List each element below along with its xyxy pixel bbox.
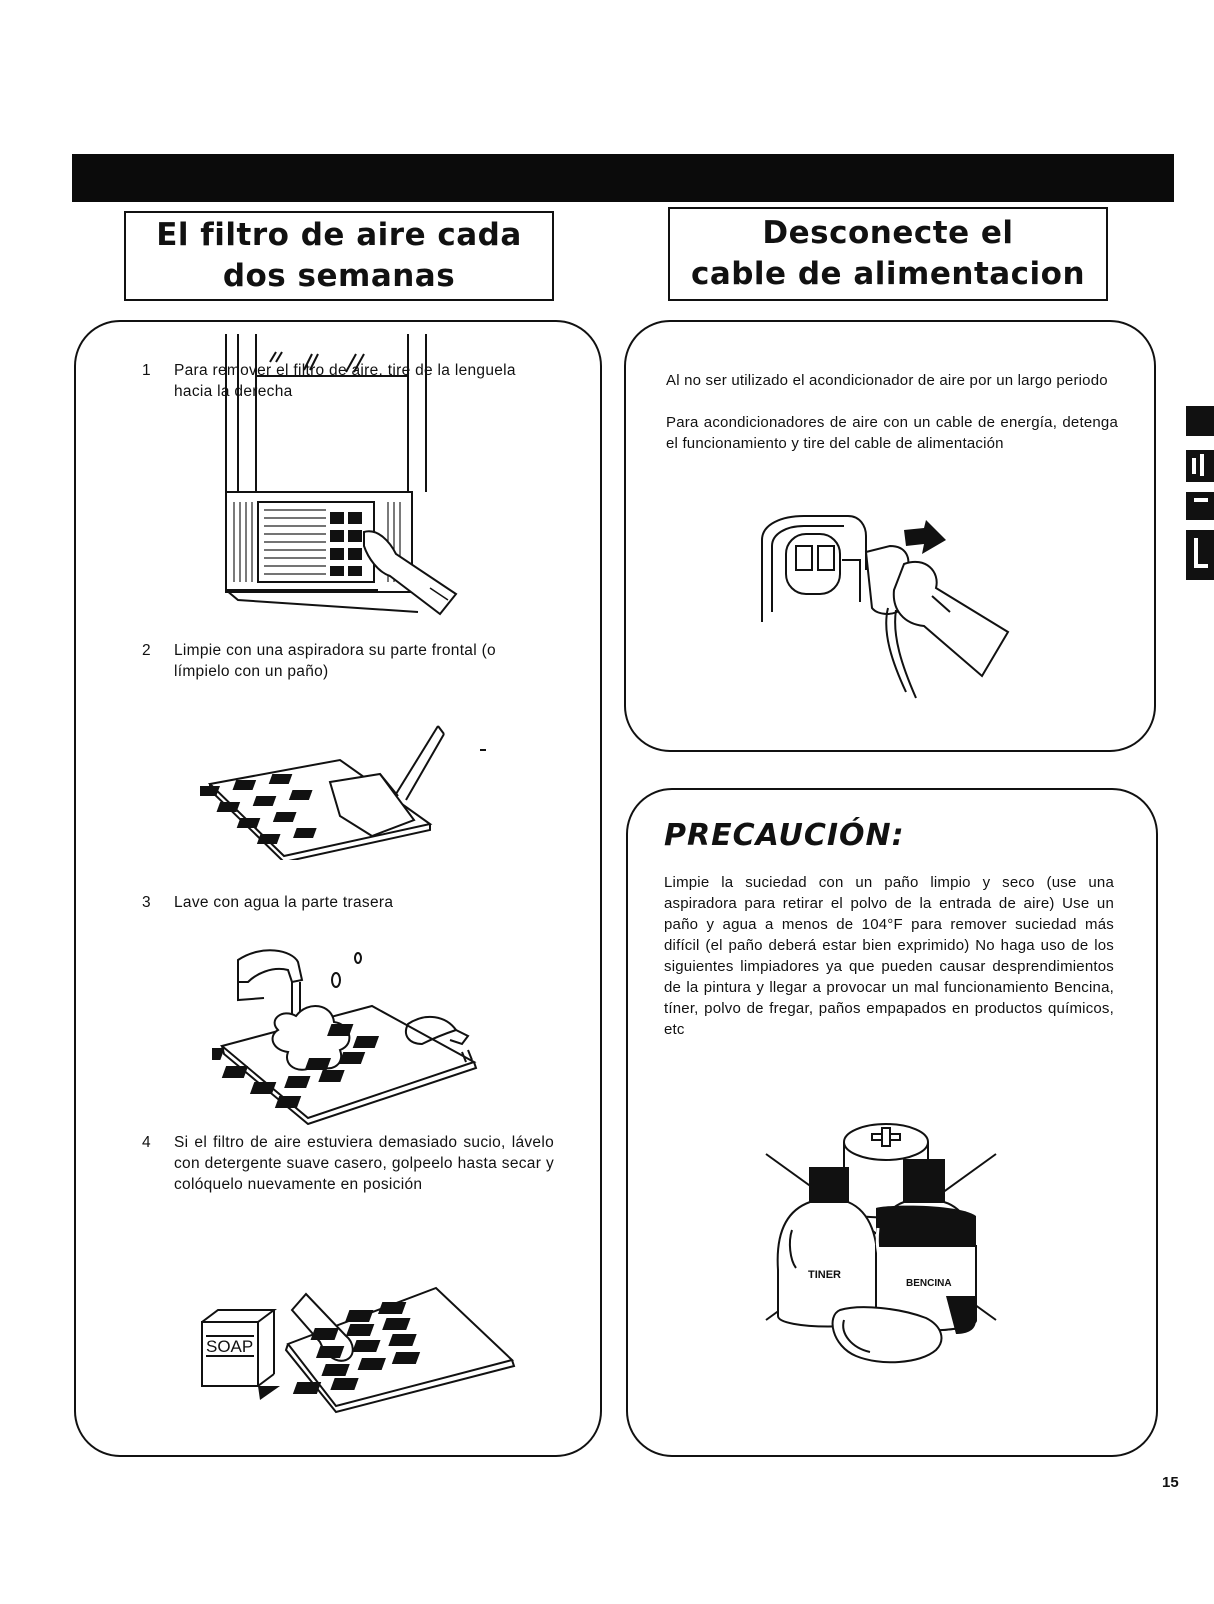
washing-filter-under-faucet-illustration [212, 940, 482, 1125]
unplug-power-cord-illustration [756, 512, 1018, 712]
soap-box-label: SOAP [206, 1337, 254, 1356]
section-title-line1: Desconecte el [762, 215, 1014, 251]
language-tab-icon [1182, 406, 1214, 596]
step-text: Si el filtro de aire estuviera demasiado sucio, lávelo con detergente suave casero, golpeelo hasta secar y colóquelo nuevamente en posición [174, 1134, 554, 1193]
benzine-bottle-label: BENCINA [906, 1278, 952, 1289]
step-number: 4 [142, 1134, 151, 1151]
step-text: Limpie con una aspiradora su parte frontal (o límpielo con un paño) [174, 642, 496, 680]
section-title-line2: cable de alimentacion [690, 256, 1086, 292]
step-number: 3 [142, 894, 151, 911]
step-number: 2 [142, 642, 151, 659]
vacuum-cleaning-filter-illustration [200, 720, 490, 860]
section-title-filter [124, 211, 554, 301]
washing-filter-with-soap-illustration [196, 1248, 526, 1418]
thinner-bottle-label: TINER [808, 1269, 841, 1281]
page-number: 15 [1162, 1474, 1179, 1491]
section-title-line1: El filtro de aire cada [156, 217, 522, 253]
step-text: Lave con agua la parte trasera [174, 894, 394, 911]
section-title-line2: dos semanas [222, 258, 456, 294]
disconnect-text-1: Al no ser utilizado el acondicionador de aire por un largo periodo [666, 372, 1108, 389]
disconnect-text-2: Para acondicionadores de aire con un cable de energía, detenga el funcionamiento y tire del cable de alimentación [666, 414, 1118, 452]
window-air-conditioner-filter-removal-illustration [218, 332, 458, 622]
section-title-disconnect [668, 207, 1108, 301]
header-bar [72, 154, 1174, 202]
caution-title: PRECAUCIÓN: [664, 818, 905, 853]
step-text: Para remover el filtro de aire, tire de la lenguela hacia la derecha [174, 362, 516, 400]
step-number: 1 [142, 362, 151, 379]
caution-text: Limpie la suciedad con un paño limpio y seco (use una aspiradora para retirar el polvo de la entrada de aire) Use un paño y agua a menos de 104°F para remover suciedad más difícil (el paño deberá estar bien exprimido) No haga uso de los siguientes limpiadores ya que pueden causar desprendimientos de la pintura y llegar a provocar un mal funcionamiento Bencina, tíner, polvo de fregar, paños empapados en productos químicos, etc [664, 874, 1114, 1038]
prohibited-cleaners-illustration [760, 1120, 1006, 1370]
